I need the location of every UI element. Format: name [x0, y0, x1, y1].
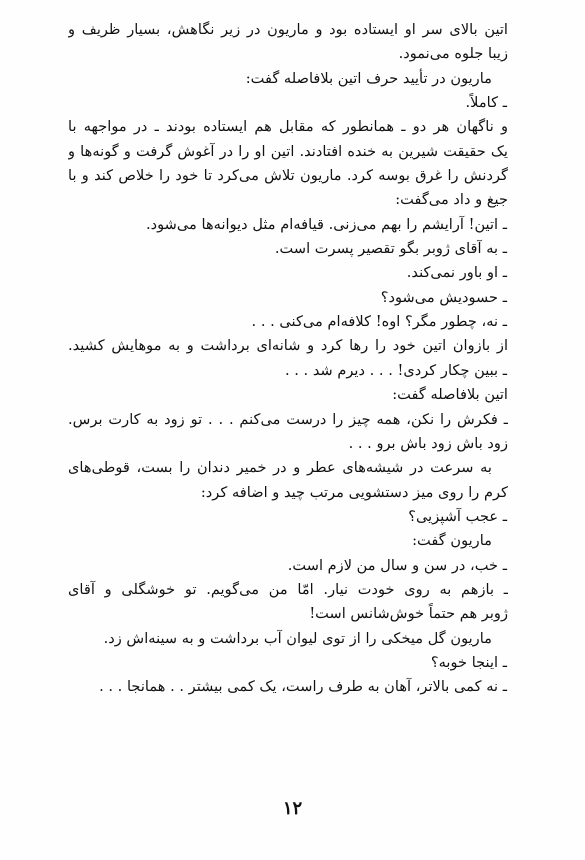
text-line: زیبا جلوه می‌نمود. [398, 45, 508, 63]
dialogue-line: ـ بازهم به روی خودت نیار. امّا من می‌گویم. تو خوشگلی و آقای [68, 580, 508, 598]
text-line: از بازوان اتین خود را رها کرد و شانه‌ای برداشت و به موهایش کشید. [68, 337, 508, 355]
text-line: کرم را روی میز دستشویی مرتب چید و اضافه کرد: [200, 483, 508, 501]
text-line: ماریون گفت: [412, 532, 492, 550]
dialogue-line: ـ اتین! آرایشم را بهم می‌زنی. قیافه‌ام مثل دیوانه‌ها می‌شود. [145, 215, 507, 233]
dialogue-line: ـ کاملاً. [465, 94, 507, 112]
dialogue-line: ـ نه، چطور مگر؟ اوه! کلافه‌ام می‌کنی . . . [251, 313, 507, 331]
text-line: ماریون گل میخکی را از توی لیوان آب برداشت و به سینه‌اش زد. [103, 629, 492, 647]
page-number: ۱۲ [282, 798, 303, 819]
dialogue-line: ـ فکرش را نکن، همه چیز را درست می‌کنم . . . تو زود به کارت برس. [68, 410, 508, 428]
dialogue-line: ـ ببین چکار کردی! . . . دیرم شد . . . [284, 361, 507, 379]
text-line: جیغ و داد می‌گفت: [395, 191, 508, 209]
text-line: و ناگهان هر دو ـ همانطور که مقابل هم ایستاده بودند ـ در مواجهه با [68, 118, 508, 136]
text-line: یک حقیقت شیرین به خنده افتادند. اتین او را در آغوش گرفت و گونه‌ها و [68, 142, 508, 160]
dialogue-line: ـ حسودیش می‌شود؟ [380, 288, 507, 306]
dialogue-line: ـ اینجا خوبه؟ [430, 653, 507, 671]
text-line: ماریون در تأیید حرف اتین بلافاصله گفت: [245, 69, 492, 87]
dialogue-line: ـ او باور نمی‌کند. [406, 264, 507, 282]
text-line: اتین بالای سر او ایستاده بود و ماریون در زیر نگاهش، بسیار ظریف و [68, 21, 508, 38]
dialogue-line: ـ نه کمی بالاتر، آهان به طرف راست، یک کمی بیشتر . . همانجا . . . [99, 678, 507, 696]
dialogue-line: ـ عجب آشپزیی؟ [408, 507, 507, 525]
text-line: اتین بلافاصله گفت: [392, 386, 508, 404]
dialogue-line: ـ خب، در سن و سال من لازم است. [287, 556, 507, 574]
dialogue-line: ـ به آقای ژوبر بگو تقصیر پسرت است. [274, 240, 507, 258]
text-line: به سرعت در شیشه‌های عطر و در خمیر دندان را بست، قوطی‌های [68, 459, 492, 477]
text-line: ژوبر هم حتماً خوش‌شانس است! [309, 605, 508, 623]
text-line: گردنش را غرق بوسه کرد. ماریون تلاش می‌کرد تا خود را خلاص کند و با [68, 167, 508, 185]
body-text [68, 18, 508, 700]
text-line: زود باش زود باش برو . . . [348, 434, 508, 452]
